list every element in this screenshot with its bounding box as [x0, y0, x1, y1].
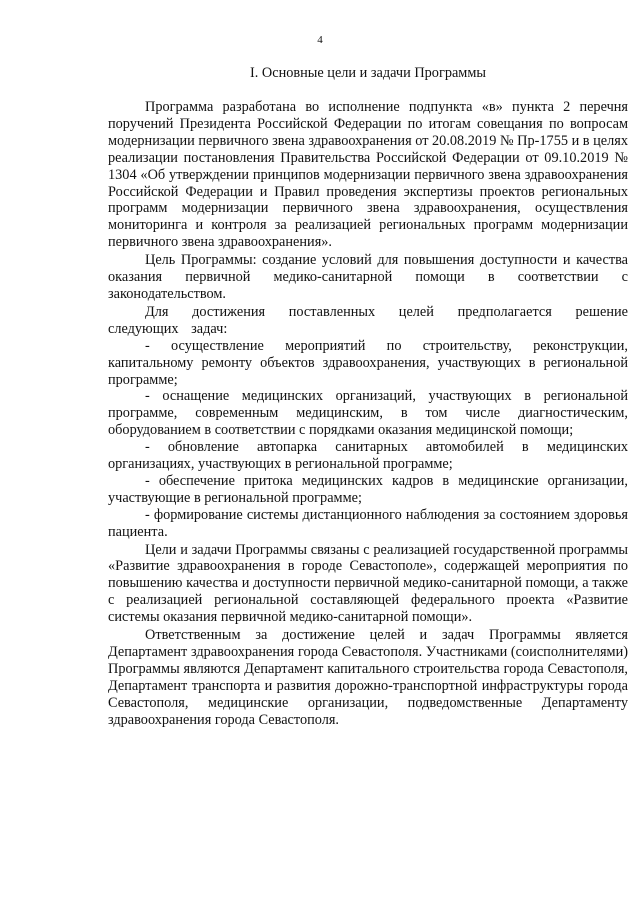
paragraph-state-program: Цели и задачи Программы связаны с реализацией государственной программы «Развитие здравоохранения в городе Севастополе», содержащей мероприятия по повышению качества и доступности первичной медико-санитарной помощи, а также с реализацией региональной составляющей федерального проекта «Развитие системы оказания первичной медико-санитарной помощи».: [108, 541, 628, 626]
task-item-remote-monitoring: - формирование системы дистанционного наблюдения за состоянием здоровья пациента.: [108, 506, 628, 540]
section-title: I. Основные цели и задачи Программы: [249, 65, 487, 81]
task-item-equipment: - оснащение медицинских организаций, участвующих в региональной программе, современным медицинским, в том числе диагностическим, оборудованием в соответствии с порядками оказания медицинской помощи;: [108, 388, 628, 439]
task-item-vehicles: - обновление автопарка санитарных автомобилей в медицинских организациях, участвующих в региональной программе;: [108, 439, 628, 473]
document-body: [108, 99, 628, 729]
paragraph-tasks-intro: Для достижения поставленных целей предполагается решение следующих задач:: [108, 303, 628, 337]
paragraph-goal: Цель Программы: создание условий для повышения доступности и качества оказания первичной медико-санитарной помощи в соответствии с законодательством.: [108, 252, 628, 302]
task-item-construction: - осуществление мероприятий по строительству, реконструкции, капитальному ремонту объектов здравоохранения, участвующих в региональной программе;: [108, 337, 628, 388]
task-item-staff: - обеспечение притока медицинских кадров в медицинские организации, участвующие в региональной программе;: [108, 472, 628, 506]
paragraph-responsible: Ответственным за достижение целей и задач Программы является Департамент здравоохранения города Севастополя. Участниками (соисполнителями) Программы являются Департамент капитального строительства города Севастополя, Департамент транспорта и развития дорожно-транспортной инфраструктуры города Севастополя, медицинские организации, подведомственные Департаменту здравоохранения города Севастополя.: [108, 627, 628, 728]
page-number: 4: [317, 34, 323, 46]
paragraph-basis: Программа разработана во исполнение подпункта «в» пункта 2 перечня поручений Президента Российской Федерации по итогам совещания по вопросам модернизации первичного звена здравоохранения от 20.08.2019 № Пр-1755 и в целях реализации постановления Правительства Российской Федерации от 09.10.2019 № 1304 «Об утверждении принципов модернизации первичного звена здравоохранения Российской Федерации и Правил проведения экспертизы проектов региональных программ модернизации первичного звена здравоохранения, осуществления мониторинга и контроля за реализацией региональных программ модернизации первичного звена здравоохранения».: [108, 99, 628, 251]
